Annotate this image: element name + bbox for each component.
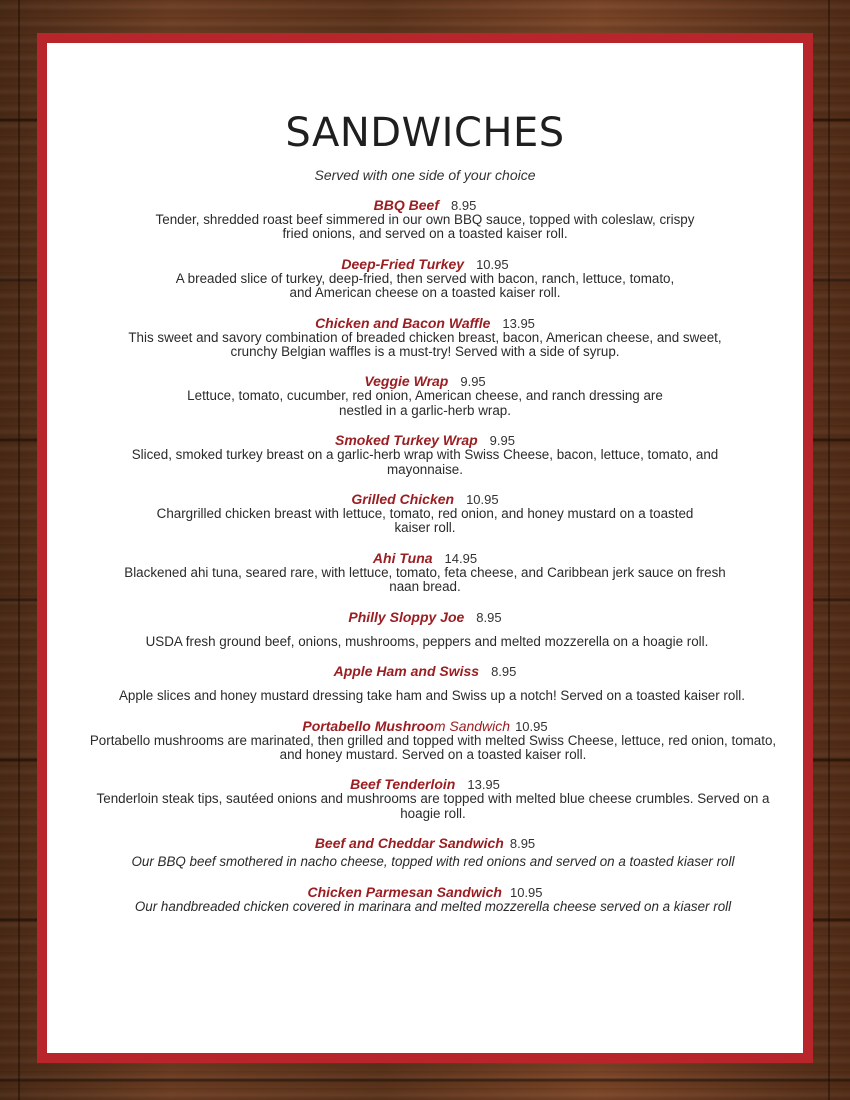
item-price: 9.95 [460,374,486,390]
menu-item-philly-sloppy-joe [77,609,773,649]
item-price: 14.95 [444,550,478,566]
wood-seam [828,0,830,1100]
item-name: Grilled Chicken [351,491,455,508]
menu-frame [37,33,813,1063]
menu-item-beef-tenderloin [77,776,773,821]
item-description: Lettuce, tomato, cucumber, red onion, American cheese, and ranch dressing are nestled in a garlic-herb wrap. [187,388,663,418]
item-description: This sweet and savory combination of breaded chicken breast, bacon, American cheese, and sweet, crunchy Belgian waffles is a must-try! Served with a side of syrup. [128,329,722,360]
item-description: Portabello mushrooms are marinated, then grilled and topped with melted Swiss Cheese, lettuce, red onion, tomato, and honey mustard. Served on a toasted kaiser roll. [89,732,777,762]
menu-item-apple-ham-swiss [77,663,773,703]
item-description: A breaded slice of turkey, deep-fried, then served with bacon, ranch, lettuce, tomato, and American cheese on a toasted kaiser roll. [175,270,675,301]
item-name: Beef and Cheddar Sandwich [314,835,504,852]
item-name: Chicken and Bacon Waffle [315,314,491,331]
item-description: USDA fresh ground beef, onions, mushrooms, peppers and melted mozzerella on a hoagie roll. [145,633,709,649]
item-description: Apple slices and honey mustard dressing take ham and Swiss up a notch! Served on a toasted kaiser roll. [119,688,745,704]
menu-content [77,109,777,928]
item-name: Smoked Turkey Wrap [335,432,478,449]
item-price: 8.95 [451,198,477,213]
menu-item-deep-fried-turkey [77,256,773,301]
item-name: BBQ Beef [373,197,440,213]
item-name: Philly Sloppy Joe [348,608,465,625]
item-price: 8.95 [476,609,502,625]
page-title: SANDWICHES [285,110,565,156]
item-name: Portabello Mushroo [302,717,434,734]
menu-page [47,43,803,1053]
wood-seam [18,0,20,1100]
menu-item-grilled-chicken [77,491,773,536]
item-description: Sliced, smoked turkey breast on a garlic-herb wrap with Swiss Cheese, bacon, lettuce, tomato, and mayonnaise. [131,447,719,477]
menu-item-chicken-bacon-waffle [77,315,773,360]
menu-item-beef-cheddar [77,835,773,869]
menu-item-portabello-mushroom [77,717,777,763]
item-price: 8.95 [491,664,517,680]
item-description: Chargrilled chicken breast with lettuce, tomato, red onion, and honey mustard on a toasted kaiser roll. [156,506,694,536]
item-price: 13.95 [502,315,535,331]
item-name: Veggie Wrap [364,373,449,390]
item-name: Ahi Tuna [372,549,433,566]
item-description: Tenderloin steak tips, sautéed onions and mushrooms are topped with melted blue cheese crumbles. Served on a hoagie roll. [96,791,770,821]
item-price: 10.95 [509,884,543,900]
item-description: Tender, shredded roast beef simmered in our own BBQ sauce, topped with coleslaw, crispy fried onions, and served on a toasted kaiser roll. [155,212,695,242]
item-name-tail: m Sandwich [433,717,511,734]
item-name: Deep-Fried Turkey [341,255,465,272]
menu-item-smoked-turkey-wrap [77,432,773,477]
menu-item-chicken-parmesan [77,884,773,914]
item-price: 10.95 [515,718,548,734]
item-price: 10.95 [476,256,509,272]
menu-item-ahi-tuna [77,550,773,595]
item-price: 9.95 [489,433,515,449]
item-price: 10.95 [466,492,499,508]
item-name: Chicken Parmesan Sandwich [307,883,502,900]
item-description: Our handbreaded chicken covered in marinara and melted mozzerella cheese served on a kiaser roll [134,898,732,914]
menu-item-veggie-wrap [77,373,773,418]
item-price: 13.95 [467,777,500,793]
menu-subtitle: Served with one side of your choice [314,167,536,183]
menu-item-bbq-beef [77,197,773,242]
item-name: Beef Tenderloin [350,776,456,793]
item-description: Our BBQ beef smothered in nacho cheese, topped with red onions and served on a toasted kiaser roll [131,854,735,870]
item-name: Apple Ham and Swiss [333,663,480,680]
item-description: Blackened ahi tuna, seared rare, with lettuce, tomato, feta cheese, and Caribbean jerk sauce on fresh naan bread. [124,564,726,595]
item-price: 8.95 [509,836,536,852]
